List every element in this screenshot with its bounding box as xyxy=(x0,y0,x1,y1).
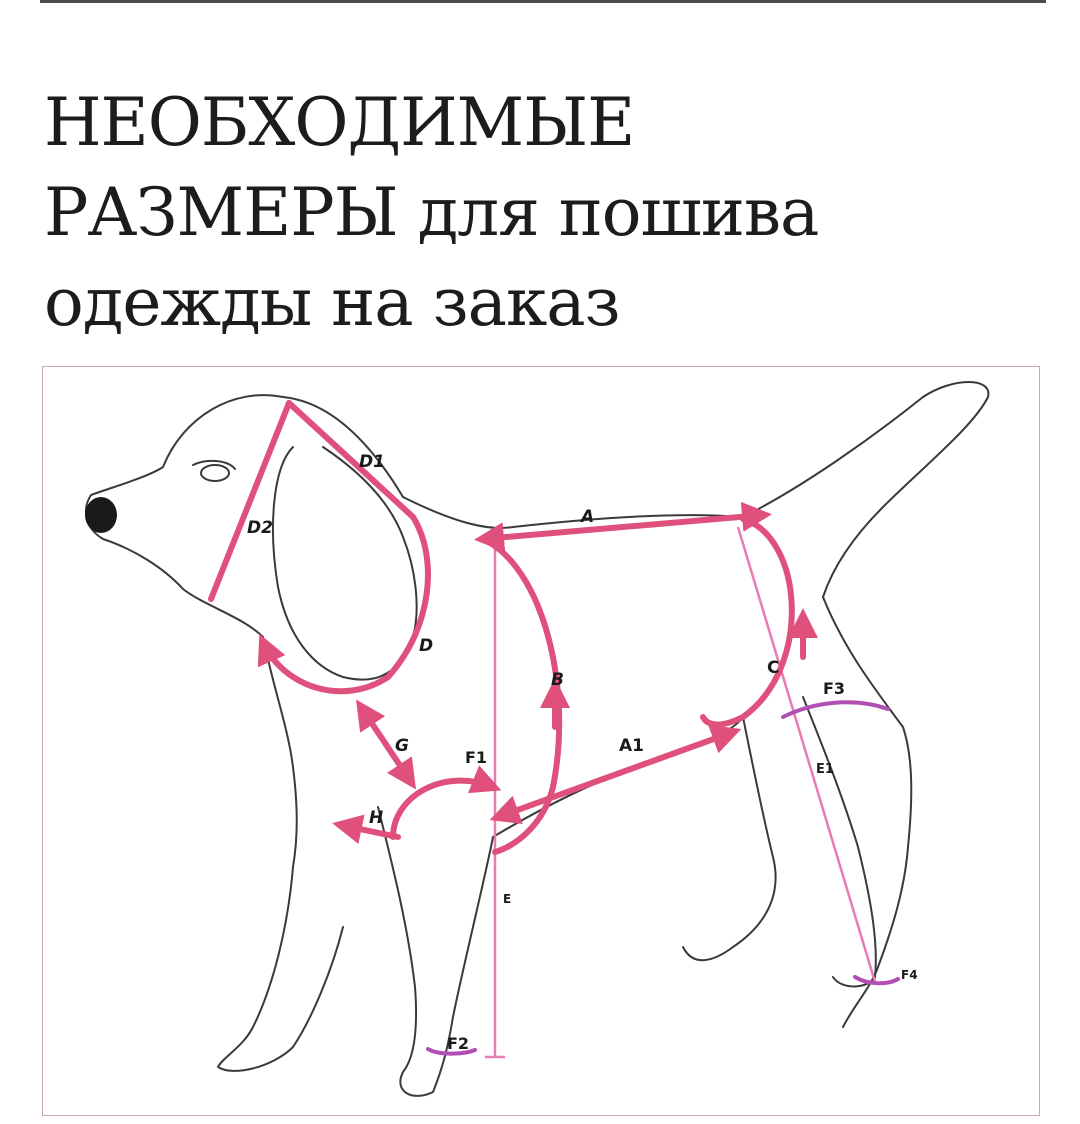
title-line-3: одежды на заказ xyxy=(44,264,620,341)
measurement-labels xyxy=(247,452,918,1053)
title-line-1: НЕОБХОДИМЫЕ xyxy=(44,84,635,161)
label-a1: A1 xyxy=(619,736,644,756)
label-d: D xyxy=(419,636,434,656)
nose-shape xyxy=(85,497,117,533)
title-line-2: РАЗМЕРЫ для пошива xyxy=(44,174,819,251)
dog-outline xyxy=(86,382,988,1096)
thick-measure-lines xyxy=(211,403,803,852)
thin-measure-lines xyxy=(485,527,875,1057)
label-c: C xyxy=(767,658,780,678)
label-f2: F2 xyxy=(447,1034,470,1053)
label-a: A xyxy=(581,507,595,527)
top-divider xyxy=(40,0,1046,3)
dog-illustration xyxy=(43,367,1041,1117)
measurement-diagram xyxy=(42,366,1040,1116)
label-g: G xyxy=(395,736,409,756)
label-f3: F3 xyxy=(823,679,846,698)
label-e1: E1 xyxy=(816,762,834,777)
label-d1: D1 xyxy=(359,452,385,472)
label-d2: D2 xyxy=(247,518,273,538)
label-f1: F1 xyxy=(465,748,488,767)
label-f4: F4 xyxy=(901,968,918,982)
label-e: E xyxy=(503,892,512,906)
label-b: B xyxy=(551,670,564,690)
label-h: H xyxy=(369,808,384,828)
page-title xyxy=(44,78,1044,348)
